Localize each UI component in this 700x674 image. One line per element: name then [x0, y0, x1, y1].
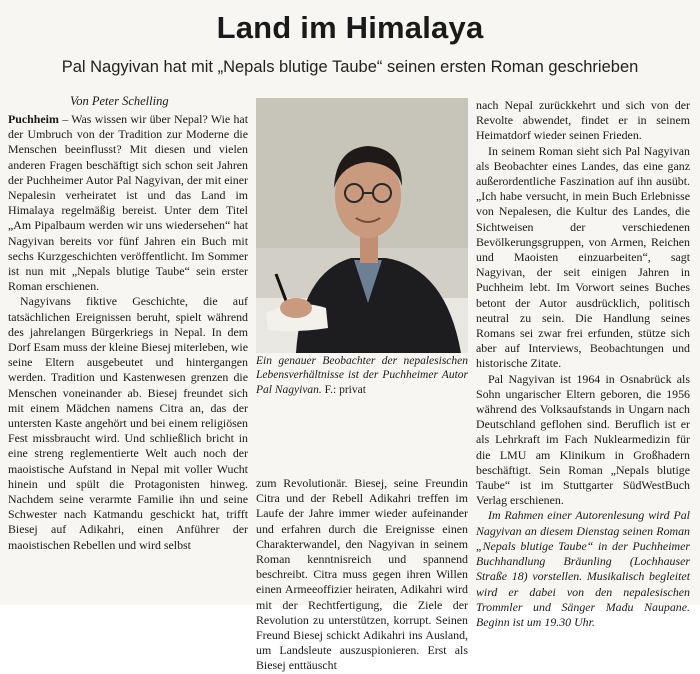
caption-text: Ein genauer Beobachter der nepalesischen Lebensverhältnisse ist der Puchheimer Autor Pal Nagyivan.: [256, 355, 468, 396]
event-note: Im Rahmen einer Autorenlesung wird Pal Nagyivan an diesem Dienstag seinen Roman „Nepals blutige Taube“ in der Puchheimer Buchhandlung Bräunling (Lochhauser Straße 18) vorstellen. Musikalisch begleitet wird er dabei von den nepalesischen Trommler und Sänger Madu Naupane. Beginn ist um 19.30 Uhr.: [476, 508, 690, 629]
body-paragraph: Pal Nagyivan ist 1964 in Osnabrück als Sohn ungarischer Eltern geboren, die 1956 während des Volksaufstands in Ungarn nach Deutschland geflohen sind. Beruflich ist er als Lehrkraft im Fach Nuklearmedizin für die LMU am Klinikum in Großhadern beschäftigt. Sein Roman „Nepals blutige Taube“ ist im Stuttgarter SüdWestBuch Verlag erschienen.: [476, 371, 690, 508]
photo-caption: [256, 354, 468, 397]
author-portrait-image: [256, 98, 468, 353]
body-paragraph: Nagyivans fiktive Geschichte, die auf tatsächlichen Ereignissen beruht, spielt während des jahrelangen Bürgerkriegs in Nepal. In dem Dorf Esam muss der kleine Biesej miterleben, wie seine Eltern ausgebeutet und hintergangen werden. Tradition und Kastenwesen grenzen die Menschen voneinander ab. Biesej freundet sich mit einem Mädchen namens Citra an, das der untersten Kaste angehört und bei einem religiösen Fest missbraucht wird. Und schließlich bricht in eine streng reglementierte Welt auch noch der maoistische Aufstand in Nepal mit voller Wucht hinein und spült die Protagonisten hinweg. Nachdem seine verarmte Familie ihn und seine Schwester nach Katmandu geschickt hat, trifft Biesej auf Adikahri, einen Anführer der maoistischen Rebellen und wird selbst: [8, 294, 248, 552]
lead-text: – Was wissen wir über Nepal? Wie hat der Umbruch von der Tradition zur Moderne die Menschen beeinflusst? Mit diesen und vielen anderen Fragen beschäftigt sich schon seit Jahren der Puchheimer Autor Pal Nagyivan, der mit einer Nepalesin verheiratet ist und das Land im Himalaya regelmäßig bereist. Unter dem Titel „Am Pipalbaum werden wir uns wiedersehen“ hat Nagyivan bereits vor fünf Jahren ein Buch mit sechs Kurzgeschichten veröffentlicht. Im Sommer ist nun mit „Nepals blutige Taube“ sein erster Roman erschienen.: [8, 112, 248, 294]
byline: Von Peter Schelling: [70, 94, 169, 108]
author-photo: [256, 98, 468, 353]
lead-paragraph: [8, 112, 248, 294]
body-paragraph: In seinem Roman sieht sich Pal Nagyivan als Beobachter eines Landes, das eine ganz außerordentliche Faszination auf ihn ausübt. „Ich habe versucht, in mein Buch Erlebnisse von Nepalesen, die Kultur des Landes, die Sichtweisen der verschiedenen Bevölkerungsgruppen, von Armen, Reichen und Maoisten einzuarbeiten“, sagt Nagyivan, der seit einigen Jahren in Puchheim lebt. Im Vorwort seines Buches betont der Autor ausdrücklich, politisch neutral zu sein. Die Handlung seines Romans sei zwar frei erfunden, stütze sich aber auf Interviews, Beobachtungen und historische Zitate.: [476, 143, 690, 371]
photo-credit: F.: privat: [324, 383, 366, 396]
article-column-1: [8, 112, 248, 553]
body-paragraph: nach Nepal zurückkehrt und sich von der Revolte abwendet, findet er in seinem Heimatdorf wieder seinen Frieden.: [476, 98, 690, 143]
article-column-2: [256, 476, 468, 674]
headline: Land im Himalaya: [216, 10, 484, 45]
dateline: Puchheim: [8, 112, 59, 126]
article-column-3: [476, 98, 690, 630]
subheadline: Pal Nagyivan hat mit „Nepals blutige Taube“ seinen ersten Roman geschrieben: [61, 58, 639, 76]
body-paragraph: zum Revolutionär. Biesej, seine Freundin Citra und der Rebell Adikahri treffen im Laufe der Jahre immer wieder aufeinander und erfahren durch die Ereignisse einen Charakterwandel, den Nagyivan in seinem Roman kenntnisreich und spannend beschreibt. Citra muss gegen ihren Willen einen Armeeoffizier heiraten, Adikahri wird mit der Rechtfertigung, die Ziele der Revolution zu unterstützen, korrupt. Seinen Freund Biesej schickt Adikahri ins Ausland, um Landsleute auszuspionieren. Erst als Biesej enttäuscht: [256, 476, 468, 673]
